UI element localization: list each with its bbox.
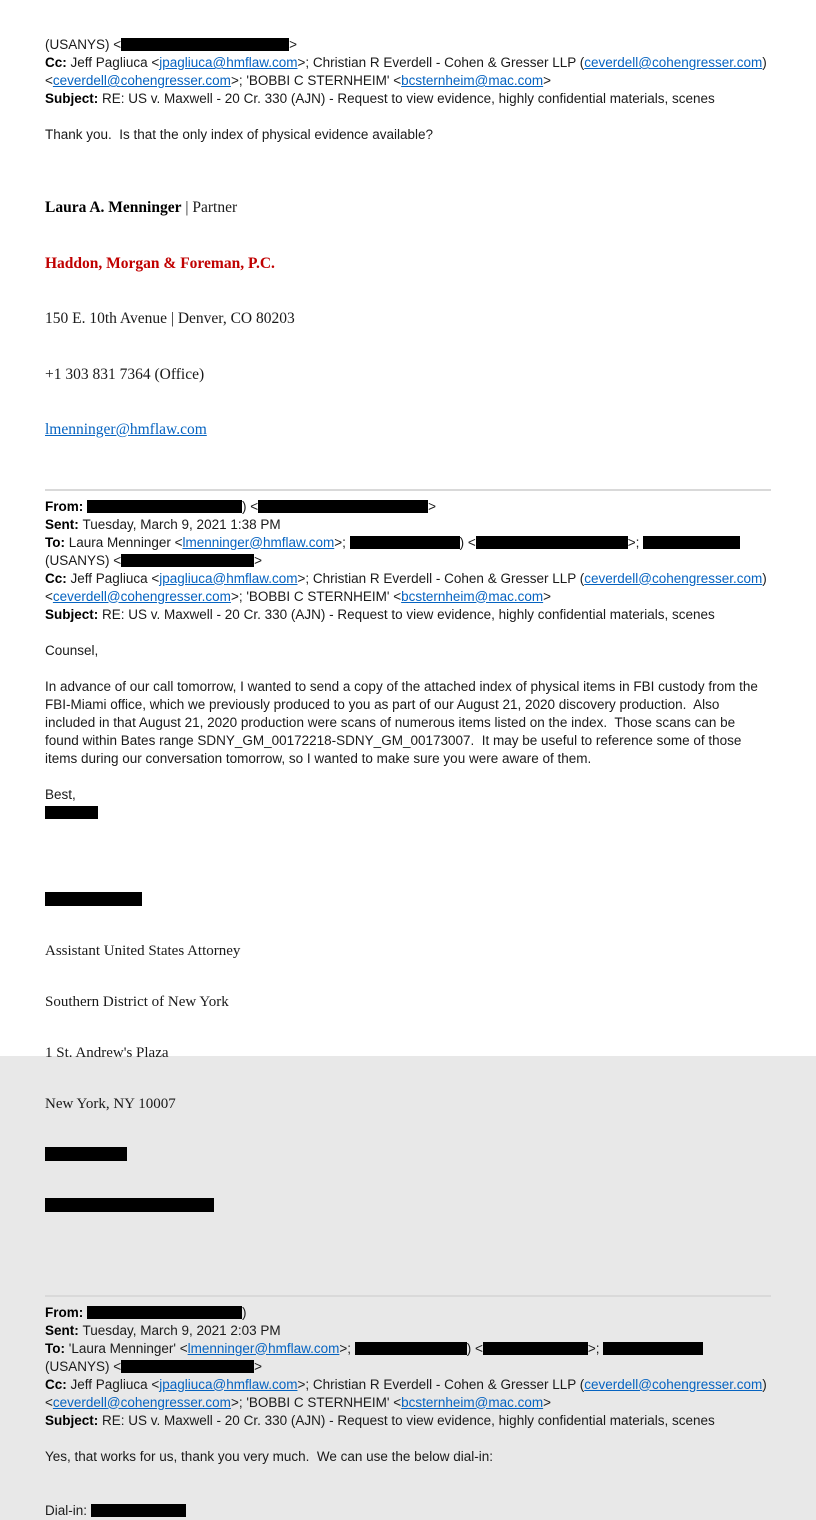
redaction-bar (476, 536, 628, 549)
sent-text: Tuesday, March 9, 2021 2:03 PM (82, 1322, 281, 1338)
email-link-ceverdell[interactable]: ceverdell@cohengresser.com (52, 73, 231, 88)
cc-text: < (45, 588, 53, 604)
signature-name: Laura A. Menninger (45, 199, 182, 216)
subject-label: Subject: (45, 91, 99, 106)
usanys-prefix: (USANYS) < (45, 552, 122, 568)
email-link-lmenninger[interactable]: lmenninger@hmflaw.com (182, 534, 335, 550)
to-line-2 (45, 552, 771, 570)
cc-label: Cc: (45, 570, 67, 586)
from-text: ) (242, 1304, 247, 1320)
cc-text: > (543, 1394, 552, 1410)
redaction-bar (45, 806, 98, 819)
from-text: > (428, 498, 437, 514)
redaction-bar (45, 892, 142, 906)
cc-text: >; Christian R Everdell - Cohen & Gresser LLP ( (297, 570, 585, 586)
email-link-bcsternheim[interactable]: bcsternheim@mac.com (401, 588, 544, 604)
to-text: 'Laura Menninger' < (68, 1340, 188, 1356)
to-text: >; (339, 1340, 355, 1356)
email-bottom (45, 1304, 771, 1520)
cc-text: < (45, 1394, 53, 1410)
cc-text: >; 'BOBBI C STERNHEIM' < (230, 73, 402, 88)
body-paragraph: In advance of our call tomorrow, I wanted to send a copy of the attached index of physical items in FBI custody from the FBI-Miami office, which we previously produced to you as part of our August 21, 2020 discovery production. Also included in that August 21, 2020 production were scans of numerous items listed on the index. Those scans can be found within Bates range SDNY_GM_00172218-SDNY_GM_00173007. It may be useful to reference some of those items during our conversation tomorrow, so I wanted to make sure you were aware of them. (45, 678, 762, 766)
sent-label: Sent: (45, 1322, 79, 1338)
redacted-email-line (45, 1198, 771, 1215)
redaction-bar (643, 536, 740, 549)
section-divider (45, 489, 771, 491)
to-line-2 (45, 1358, 771, 1376)
cc-text: > (543, 588, 552, 604)
subject-text: RE: US v. Maxwell - 20 Cr. 330 (AJN) - Request to view evidence, highly confidential materials, scenes (102, 1412, 715, 1428)
to-label: To: (45, 1340, 65, 1356)
cc-text: ) (762, 55, 767, 70)
signature-street: 1 St. Andrew's Plaza (45, 1044, 169, 1061)
cc-label: Cc: (45, 55, 67, 70)
redaction-bar (45, 1198, 214, 1212)
cc-text: >; Christian R Everdell - Cohen & Gresser LLP ( (297, 1376, 585, 1392)
cc-line (45, 570, 771, 588)
signature-address: 150 E. 10th Avenue | Denver, CO 80203 (45, 310, 295, 327)
body-text: Yes, that works for us, thank you very much. We can use the below dial-in: (45, 1448, 493, 1464)
signature-phone: +1 303 831 7364 (Office) (45, 365, 205, 383)
cc-line (45, 1376, 771, 1394)
email-link-ceverdell[interactable]: ceverdell@cohengresser.com (52, 588, 231, 604)
redaction-bar (121, 38, 289, 51)
sent-text: Tuesday, March 9, 2021 1:38 PM (82, 516, 281, 532)
subject-line (45, 90, 771, 108)
sent-label: Sent: (45, 516, 79, 532)
subject-label: Subject: (45, 606, 99, 622)
to-text: Laura Menninger < (68, 534, 183, 550)
cc-text: Jeff Pagliuca < (70, 55, 160, 70)
to-text: >; (587, 1340, 604, 1356)
redaction-bar (121, 1360, 254, 1373)
redacted-signoff (45, 804, 771, 822)
to-text: >; (627, 534, 644, 550)
email-link-jpagliuca[interactable]: jpagliuca@hmflaw.com (159, 55, 298, 70)
signature-title: Assistant United States Attorney (45, 942, 241, 959)
signature-name-line (45, 199, 771, 218)
email-link-bcsternheim[interactable]: bcsternheim@mac.com (401, 1394, 544, 1410)
sent-line (45, 516, 771, 534)
cc-label: Cc: (45, 1376, 67, 1392)
redaction-bar (355, 1342, 467, 1355)
cc-line-2 (45, 588, 771, 606)
subject-text: RE: US v. Maxwell - 20 Cr. 330 (AJN) - Request to view evidence, highly confidential materials, scenes (102, 91, 715, 106)
dial-in-label: Dial-in: (45, 1502, 91, 1518)
to-text: >; (334, 534, 350, 550)
subject-line (45, 606, 771, 624)
cc-text: >; 'BOBBI C STERNHEIM' < (230, 1394, 402, 1410)
section-divider (45, 1295, 771, 1297)
cc-text: >; 'BOBBI C STERNHEIM' < (230, 588, 402, 604)
to-continuation-line (45, 36, 771, 54)
usanys-suffix: > (289, 37, 298, 52)
email-link-lmenninger[interactable]: lmenninger@hmflaw.com (45, 421, 207, 438)
email-link-lmenninger[interactable]: lmenninger@hmflaw.com (187, 1340, 340, 1356)
greeting-text: Counsel, (45, 642, 99, 658)
signature-title: | Partner (181, 199, 238, 216)
usanys-suffix: > (254, 1358, 263, 1374)
email-link-bcsternheim[interactable]: bcsternheim@mac.com (401, 73, 544, 88)
email-top-fragment (45, 36, 771, 477)
redaction-bar (91, 1504, 186, 1517)
to-line (45, 534, 771, 552)
redaction-bar (87, 500, 242, 513)
subject-line (45, 1412, 771, 1430)
redaction-bar (603, 1342, 703, 1355)
cc-text: > (543, 73, 552, 88)
email-link-jpagliuca[interactable]: jpagliuca@hmflaw.com (159, 1376, 298, 1392)
email-link-ceverdell[interactable]: ceverdell@cohengresser.com (52, 1394, 231, 1410)
subject-label: Subject: (45, 1412, 99, 1428)
signature-city: New York, NY 10007 (45, 1095, 176, 1112)
cc-text: ) (762, 1376, 767, 1392)
from-label: From: (45, 498, 84, 514)
signature-firm: Haddon, Morgan & Foreman, P.C. (45, 254, 275, 272)
to-label: To: (45, 534, 65, 550)
usanys-prefix: (USANYS) < (45, 1358, 122, 1374)
from-label: From: (45, 1304, 84, 1320)
redacted-name-line (45, 892, 771, 909)
dial-in-line (45, 1502, 771, 1520)
redaction-bar (350, 536, 460, 549)
redaction-bar (121, 554, 254, 567)
cc-line-2 (45, 1394, 771, 1412)
cc-text: Jeff Pagliuca < (70, 1376, 160, 1392)
redaction-bar (483, 1342, 588, 1355)
redacted-phone-line (45, 1147, 771, 1164)
closing-text: Best, (45, 786, 76, 802)
signature-ausa (45, 858, 771, 1249)
redaction-bar (258, 500, 428, 513)
to-text: ) < (459, 534, 476, 550)
to-line (45, 1340, 771, 1358)
from-line (45, 498, 771, 516)
email-middle (45, 498, 771, 1249)
sent-line (45, 1322, 771, 1340)
redaction-bar (87, 1306, 242, 1319)
usanys-prefix: (USANYS) < (45, 37, 122, 52)
signature-district: Southern District of New York (45, 993, 229, 1010)
from-line (45, 1304, 771, 1322)
cc-text: >; Christian R Everdell - Cohen & Gresser LLP ( (297, 55, 585, 70)
email-link-jpagliuca[interactable]: jpagliuca@hmflaw.com (159, 570, 298, 586)
cc-text: Jeff Pagliuca < (70, 570, 160, 586)
cc-text: ) (762, 570, 767, 586)
redaction-bar (45, 1147, 127, 1161)
from-text: ) < (242, 498, 259, 514)
to-text: ) < (466, 1340, 483, 1356)
signature-menninger (45, 162, 771, 477)
email-link-ceverdell[interactable]: ceverdell@cohengresser.com (584, 570, 763, 586)
cc-line (45, 54, 771, 72)
cc-text: < (45, 73, 53, 88)
body-text: Thank you. Is that the only index of physical evidence available? (45, 127, 433, 142)
email-link-ceverdell[interactable]: ceverdell@cohengresser.com (584, 55, 763, 70)
email-link-ceverdell[interactable]: ceverdell@cohengresser.com (584, 1376, 763, 1392)
usanys-suffix: > (254, 552, 263, 568)
cc-line-2 (45, 72, 771, 90)
subject-text: RE: US v. Maxwell - 20 Cr. 330 (AJN) - Request to view evidence, highly confidential materials, scenes (102, 606, 715, 622)
